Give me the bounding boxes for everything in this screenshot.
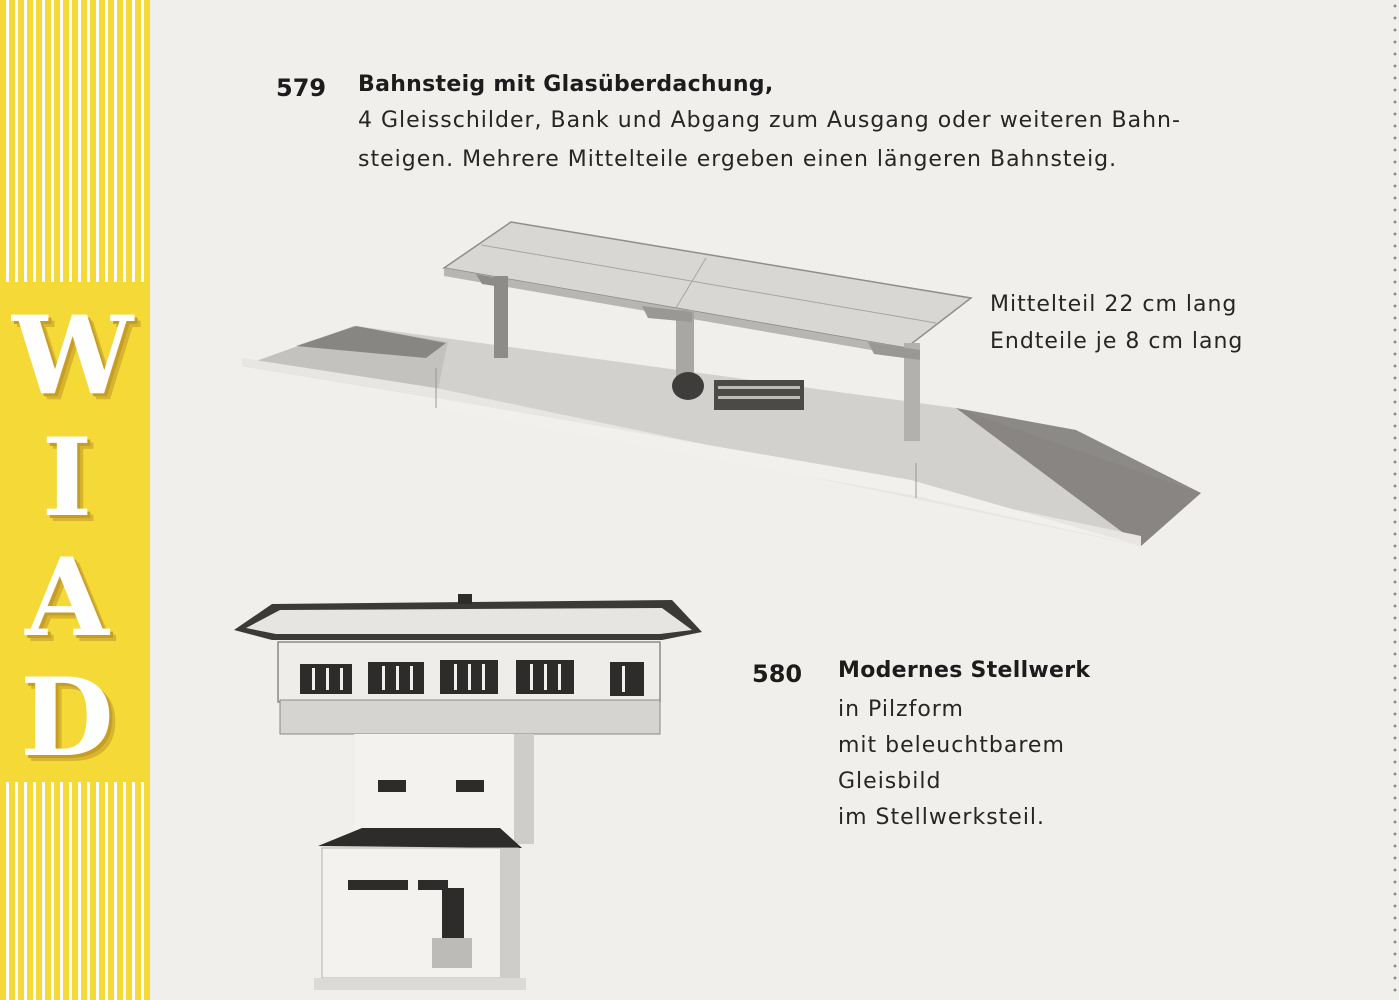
- signal-box-illustration: [232, 590, 707, 995]
- item-number-579: 579: [276, 74, 327, 102]
- dimension-line: Endteile je 8 cm lang: [990, 329, 1244, 354]
- description-line: mit beleuchtbarem: [838, 733, 1065, 758]
- description-line: Gleisbild: [838, 769, 942, 794]
- page-edge-perforation: [1391, 0, 1399, 1000]
- item-description-579: [358, 101, 1181, 179]
- brand-letter-a: A: [25, 535, 109, 661]
- brand-letter-w: W: [12, 293, 134, 419]
- description-line: im Stellwerksteil.: [838, 805, 1046, 830]
- item-number-580: 580: [752, 660, 803, 688]
- item-title-580: Modernes Stellwerk: [838, 658, 1091, 683]
- description-line: in Pilzform: [838, 697, 964, 722]
- brand-letter-d: D: [20, 655, 114, 781]
- item-dimensions-579: [990, 286, 1243, 360]
- item-description-580: [838, 692, 1065, 836]
- brand-band: [0, 0, 150, 1000]
- band-stripes-bottom: [0, 782, 150, 1000]
- item-title-579: Bahnsteig mit Glasüberdachung,: [358, 72, 774, 97]
- description-line: 4 Gleisschilder, Bank und Abgang zum Ausgang oder weiteren Bahn-: [358, 108, 1181, 133]
- description-line: steigen. Mehrere Mittelteile ergeben einen längeren Bahnsteig.: [358, 147, 1118, 172]
- dimension-line: Mittelteil 22 cm lang: [990, 292, 1238, 317]
- platform-illustration: [236, 218, 1206, 548]
- band-stripes-top: [0, 0, 150, 282]
- brand-letter-i: I: [41, 415, 93, 541]
